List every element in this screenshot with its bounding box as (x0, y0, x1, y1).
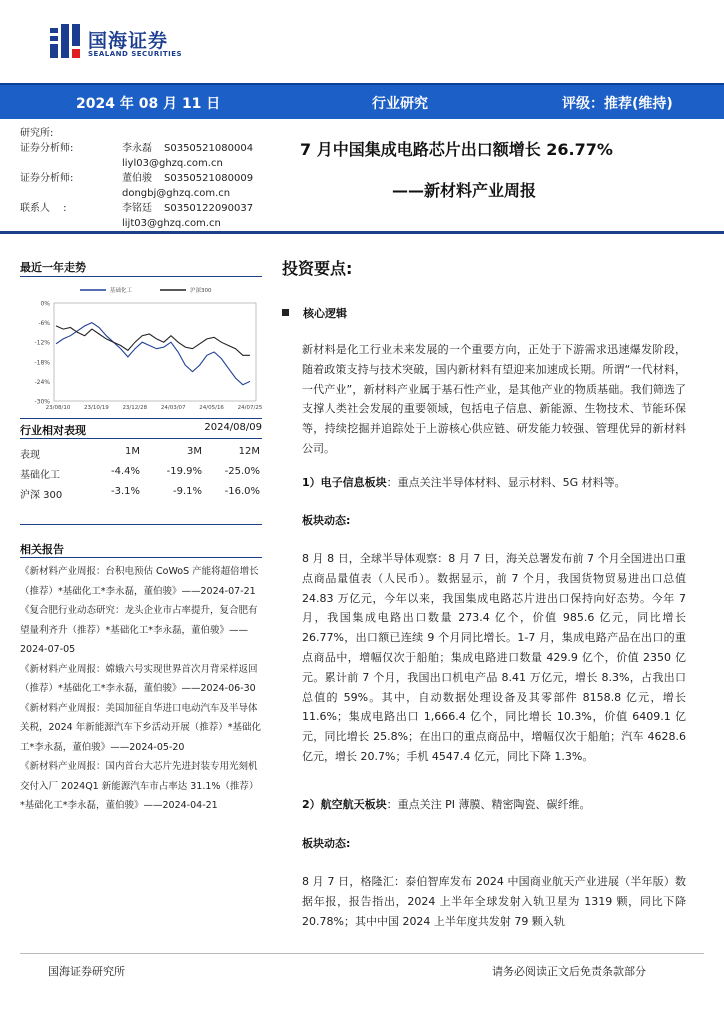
sector1-dynamics-paragraph: 8 月 8 日，全球半导体观察：8 月 7 日，海关总署发布前 7 个月全国进出口重点商品量值表（人民币）。数据显示，前 7 个月，我国货物贸易进出口总值 24.83 万亿元，今年以来，我国集成电路芯片进出口保持向好态势。今年 7 月，我国集成电路出口数量 273.4 亿个，价值 985.6 亿元，同比增长 26.77%，出口额已连续 9 个月同比增长。1-7 月，集成电路产品在出口的重点商品中，增幅仅次于船舶；集成电路进口数量 429.9 亿个，价值 2350 亿元。累计前 7 个月，我国出口机电产品 8.41 万亿元，增长 8.3%，占我出口总值的 59%。其中，自动数据处理设备及其零部件 8158.8 亿元，增长 11.6%；集成电路出口 1,666.4 亿个，同比增长 10.3%，价值 6409.1 亿元，同比增长 25.8%；在出口的重点商品中，增幅仅次于船舶；汽车 4628.6 亿元，增长 20.7%；手机 4547.4 亿元，同比下降 1.3%。 (302, 552, 686, 763)
brand-logo (48, 22, 248, 62)
sector1-dynamics-heading: 板块动态: (302, 514, 351, 527)
related-report-link[interactable]: 《新材料产业周报：台积电预估 CoWoS 产能将超倍增长（推荐）*基础化工*李永磊，董伯骏》——2024-07-21 (20, 566, 259, 597)
researcher-email[interactable]: liyl03@ghzq.com.cn (122, 158, 223, 169)
sector1-paragraph (302, 473, 686, 493)
trend-chart (20, 283, 262, 411)
y-tick-label: -6% (38, 320, 50, 328)
series-line (56, 326, 250, 355)
related-title: 相关报告 (20, 543, 64, 556)
sealand-logo-icon (48, 22, 82, 62)
researcher-role: 证券分析师: (20, 173, 74, 184)
report-rating: 评级：推荐(维持) (562, 96, 673, 112)
x-tick-label: 24/07/25 (237, 405, 262, 411)
trend-title: 最近一年走势 (20, 261, 86, 274)
y-tick-label: -18% (34, 359, 50, 367)
researcher-label: 研究所: (20, 128, 54, 139)
report-date: 2024 年 08 月 11 日 (76, 96, 221, 112)
table-header-cell: 表现 (20, 450, 40, 461)
sector2-label: 2）航空航天板块 (302, 798, 387, 811)
y-tick-label: -12% (34, 339, 50, 347)
table-header-cell: 12M (238, 446, 260, 457)
x-tick-label: 24/03/07 (160, 405, 186, 411)
table-cell: -19.9% (166, 466, 202, 477)
researcher-email[interactable]: lijt03@ghzq.com.cn (122, 218, 221, 229)
x-tick-label: 23/10/19 (84, 405, 109, 411)
researcher-id: S0350521080004 (164, 143, 254, 154)
sidebar-divider (20, 524, 262, 525)
table-row (20, 482, 262, 502)
table-cell: -3.1% (110, 486, 140, 497)
sector1-label: 1）电子信息板块 (302, 476, 387, 489)
researcher-name: 李永磊 (122, 143, 152, 154)
table-cell: -25.0% (224, 466, 260, 477)
sector2-paragraph (302, 795, 686, 815)
x-tick-label: 23/08/10 (45, 405, 71, 411)
legend-label: 基础化工 (110, 288, 133, 294)
related-report-link[interactable]: 《新材料产业周报：美国加征自华进口电动汽车及半导体关税，2024 年新能源汽车下乡活动开展（推荐）*基础化工*李永磊，董伯骏》——2024-05-20 (20, 702, 261, 753)
report-subtitle: ——新材料产业周报 (392, 181, 537, 200)
table-cell: -16.0% (224, 486, 260, 497)
table-cell: 基础化工 (20, 470, 60, 481)
sidebar-divider (20, 276, 262, 277)
sidebar-divider (20, 438, 262, 439)
footer-left: 国海证券研究所 (48, 965, 125, 978)
table-header-cell: 3M (187, 446, 202, 457)
core-logic-label: 核心逻辑 (303, 307, 347, 320)
related-reports-list (20, 562, 262, 816)
header-divider (0, 231, 724, 234)
y-tick-label: -30% (34, 398, 50, 406)
researcher-name: 董伯骏 (122, 173, 152, 184)
table-cell: -9.1% (172, 486, 202, 497)
table-header-cell: 1M (125, 446, 140, 457)
series-line (56, 323, 250, 385)
researcher-name: 李铭廷 (122, 203, 152, 214)
bullet-square-icon (282, 309, 289, 316)
brand-name-en: SEALAND SECURITIES (88, 50, 183, 58)
sector2-dynamics-paragraph: 8 月 7 日，格隆汇：泰伯智库发布 2024 中国商业航天产业进展（半年版）数据年报，报告指出，2024 上半年全球发射入轨卫星为 1319 颗，同比下降 20.78%；其中中国 2024 上半年度共发射 79 颗入轨 (302, 875, 686, 928)
researcher-role: 证券分析师: (20, 143, 74, 154)
legend-label: 沪深300 (190, 288, 212, 294)
brand-name-cn: 国海证券 (88, 30, 169, 52)
sector2-text: ：重点关注 PI 薄膜、精密陶瓷、碳纤维。 (386, 798, 591, 811)
table-cell: 沪深 300 (20, 490, 63, 501)
perf-table (20, 442, 262, 502)
researcher-id: S0350521080009 (164, 173, 254, 184)
related-report-link[interactable]: 《新材料产业周报：国内首台大芯片先进封装专用光刻机交付入厂 2024Q1 新能源汽车市占率达 31.1%（推荐）*基础化工*李永磊，董伯骏》——2024-04-21 (20, 761, 259, 811)
researcher-id: S0350122090037 (164, 203, 254, 214)
y-tick-label: 0% (40, 300, 50, 308)
perf-date: 2024/08/09 (204, 422, 262, 433)
researcher-email[interactable]: dongbj@ghzq.com.cn (122, 188, 231, 199)
related-report-link[interactable]: 《新材料产业周报：嫦娥六号实现世界首次月背采样返回（推荐）*基础化工*李永磊，董伯骏》——2024-06-30 (20, 663, 258, 694)
report-title: 7 月中国集成电路芯片出口额增长 26.77% (300, 140, 613, 159)
sector1-text: ：重点关注半导体材料、显示材料、5G 材料等。 (386, 476, 626, 489)
table-row (20, 462, 262, 482)
related-report-link[interactable]: 《复合肥行业动态研究：龙头企业市占率提升，复合肥有望量利齐升（推荐）*基础化工*李永磊，董伯骏》——2024-07-05 (20, 605, 258, 655)
chart-frame (54, 303, 256, 401)
sidebar-divider (20, 557, 262, 558)
footer-divider (20, 953, 704, 954)
footer-disclaimer[interactable]: 请务必阅读正文后免责条款部分 (492, 965, 646, 978)
core-logic-heading (282, 305, 347, 321)
investment-heading: 投资要点: (282, 259, 353, 278)
table-cell: -4.4% (110, 466, 140, 477)
perf-title: 行业相对表现 (20, 424, 86, 437)
table-header-row (20, 442, 262, 462)
x-tick-label: 23/12/28 (122, 405, 148, 411)
researcher-role: 联系人 : (20, 203, 67, 214)
sector2-dynamics-heading: 板块动态: (302, 837, 351, 850)
sidebar-divider (20, 418, 262, 419)
report-banner (0, 83, 724, 119)
y-tick-label: -24% (34, 378, 50, 386)
x-tick-label: 24/05/16 (199, 405, 224, 411)
report-type: 行业研究 (372, 96, 428, 112)
core-logic-paragraph: 新材料是化工行业未来发展的一个重要方向，正处于下游需求迅速爆发阶段，随着政策支持与技术突破，国内新材料有望迎来加速成长期。所谓“一代材料，一代产业”，新材料产业属于基石性产业，是其他产业的物质基础。我们筛选了支撑人类社会发展的重要领域，包括电子信息、新能源、生物技术、节能环保等，持续挖掘并追踪处于上游核心供应链、研发能力较强、管理优异的新材料公司。 (302, 343, 686, 455)
